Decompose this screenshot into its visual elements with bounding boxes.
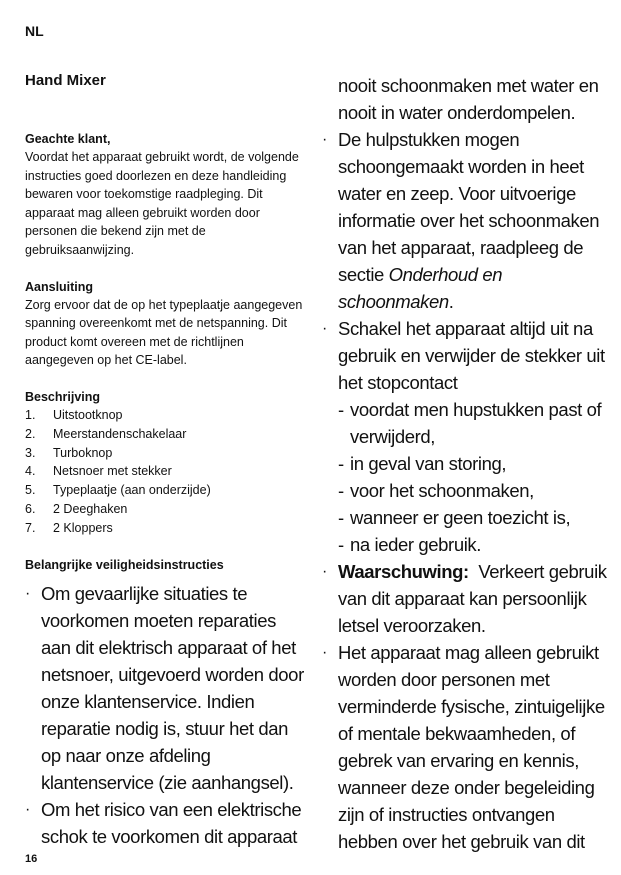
sub-item: - voordat men hupstukken past of verwijderd, xyxy=(338,399,602,447)
warning-label: Waarschuwing: xyxy=(338,561,469,582)
safety-section xyxy=(25,556,305,850)
safety-heading: Belangrijke veiligheidsinstructies xyxy=(25,557,224,572)
connection-heading: Aansluiting xyxy=(25,279,94,294)
greeting-text: Voordat het apparaat gebruikt wordt, de volgende instructies goed doorlezen en deze handleiding bewaren voor toekomstige raadpleging. Dit apparaat mag alleen gebruikt worden door personen die bekend zijn met de gebruiksaanwijzing. xyxy=(25,150,299,257)
sub-item: - na ieder gebruik. xyxy=(338,534,482,555)
section-reference: Onderhoud en schoonmaken xyxy=(338,264,503,312)
list-item: 1. Uitstootknop xyxy=(25,407,123,422)
connection-section xyxy=(25,278,305,370)
greeting-heading: Geachte klant, xyxy=(25,132,111,146)
safety-bullet-shock: · Om het risico van een elektrische schok te voorkomen dit apparaat xyxy=(25,796,305,850)
language-code: NL xyxy=(25,23,44,39)
parts-list xyxy=(25,406,305,538)
bullet-icon: · xyxy=(322,131,327,148)
bullet-icon: · xyxy=(322,563,327,580)
sub-item: - voor het schoonmaken, xyxy=(338,480,534,501)
greeting-section xyxy=(25,130,305,260)
left-column xyxy=(25,130,305,850)
bullet-icon: · xyxy=(25,800,30,818)
list-item: 5. Typeplaatje (aan onderzijde) xyxy=(25,483,211,498)
connection-text: Zorg ervoor dat de op het typeplaatje aangegeven spanning overeenkomt met de netspanning. Dit product komt overeen met de richtlijnen aangegeven op het CE-label. xyxy=(25,297,303,368)
safety-bullet-shock-cont: nooit schoonmaken met water en nooit in water onderdompelen. xyxy=(338,75,599,123)
bullet-icon: · xyxy=(25,584,30,602)
bullet-icon: · xyxy=(322,320,327,337)
right-column xyxy=(322,72,612,855)
sub-item: - wanneer er geen toezicht is, xyxy=(338,507,571,528)
safety-bullet-repairs: · Om gevaarlijke situaties te voorkomen moeten reparaties aan dit elektrisch apparaat of het netsnoer, uitgevoerd worden door onze klantenservice. Indien reparatie nodig is, stuur het dan op naar onze afdeling klantenservice (zie aanhangsel). xyxy=(25,580,305,796)
list-item: 4. Netsnoer met stekker xyxy=(25,464,172,479)
list-item: 3. Turboknop xyxy=(25,445,113,460)
description-heading: Beschrijving xyxy=(25,389,101,404)
safety-bullet-accessories: · De hulpstukken mogen schoongemaakt worden in heet water en zeep. Voor uitvoerige informatie over het schoonmaken van het apparaat, raadpleeg de sectie Onderhoud en schoonmaken. xyxy=(322,126,612,315)
bullet-icon: · xyxy=(322,644,327,661)
safety-bullet-unplug: · Schakel het apparaat altijd uit na gebruik en verwijder de stekker uit het stopcontact - voordat men hupstukken past of verwijderd, - in geval van storing, - voor het schoonmaken, - wanneer er geen toezicht is, - na ieder gebruik. xyxy=(322,315,612,558)
safety-bullet-users: · Het apparaat mag alleen gebruikt worden door personen met verminderde fysische, zintuigelijke of mentale bekwaamheden, of gebrek van ervaring en kennis, wanneer deze onder begeleiding zijn of instructies ontvangen hebben over het gebruik van dit xyxy=(322,639,612,855)
description-section xyxy=(25,388,305,538)
page-number: 16 xyxy=(25,853,38,865)
sub-item: - in geval van storing, xyxy=(338,453,507,474)
list-item: 2. Meerstandenschakelaar xyxy=(25,426,187,441)
list-item: 6. 2 Deeghaken xyxy=(25,501,128,516)
safety-bullet-warning: · Waarschuwing: Verkeert gebruik van dit apparaat kan persoonlijk letsel veroorzaken. xyxy=(322,558,612,639)
page-title: Hand Mixer xyxy=(25,72,106,89)
list-item: 7. 2 Kloppers xyxy=(25,520,113,535)
